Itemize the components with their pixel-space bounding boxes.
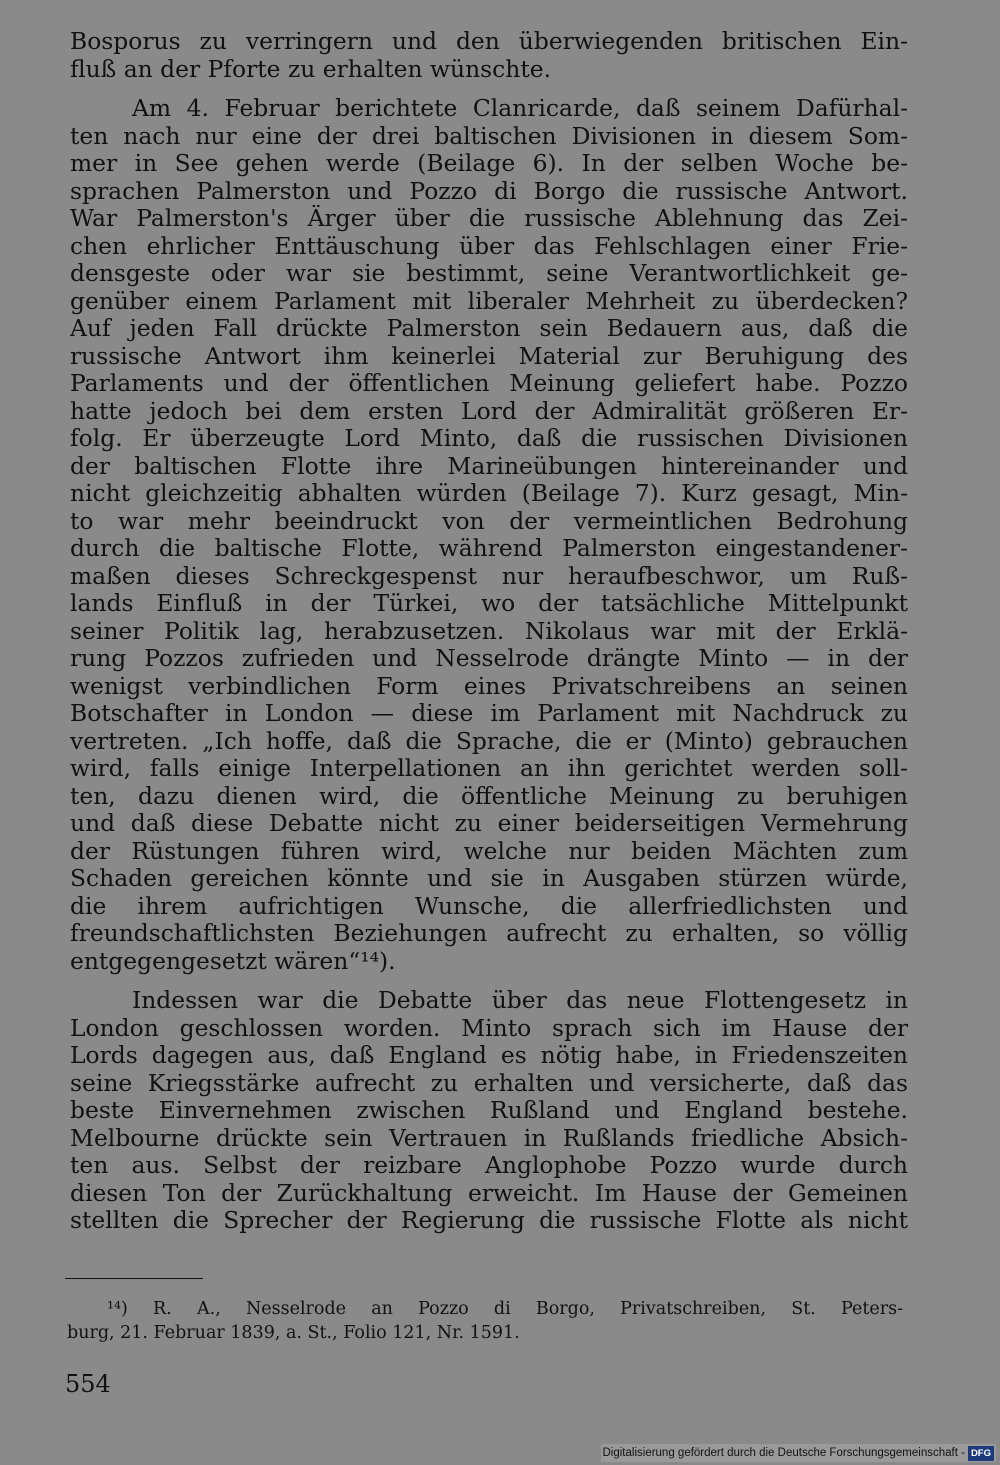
text-line: mer in See gehen werde (Beilage 6). In der selben Woche be- xyxy=(70,150,908,177)
body-text xyxy=(70,28,908,1235)
text-line: Indessen war die Debatte über das neue Flottengesetz in xyxy=(132,987,908,1014)
paragraph xyxy=(70,987,908,1235)
paragraph xyxy=(70,95,908,975)
credit-text: Digitalisierung gefördert durch die Deutsche Forschungsgemeinschaft - xyxy=(602,1447,965,1459)
digitization-credit xyxy=(601,1444,997,1462)
text-line: stellten die Sprecher der Regierung die russische Flotte als nicht xyxy=(70,1207,908,1234)
text-line: fluß an der Pforte zu erhalten wünschte. xyxy=(70,55,552,83)
text-line: wenigst verbindlichen Form eines Privatschreibens an seinen xyxy=(70,672,908,700)
footnote xyxy=(67,1297,903,1345)
text-line: to war mehr beeindruckt von der vermeintlichen Bedrohung xyxy=(70,507,908,535)
text-line: freundschaftlichsten Beziehungen aufrecht zu erhalten, so völlig xyxy=(70,920,908,947)
text-line: War Palmerston's Ärger über die russische Ablehnung das Zei- xyxy=(70,205,908,232)
text-line: ten aus. Selbst der reizbare Anglophobe Pozzo wurde durch xyxy=(70,1152,908,1179)
text-line: Auf jeden Fall drückte Palmerston sein Bedauern aus, daß die xyxy=(70,315,908,342)
text-line: Melbourne drückte sein Vertrauen in Rußlands friedliche Absich- xyxy=(70,1124,908,1152)
text-line: seiner Politik lag, herabzusetzen. Nikolaus war mit der Erklä- xyxy=(70,617,908,645)
footnote-divider xyxy=(65,1278,203,1279)
text-line: folg. Er überzeugte Lord Minto, daß die russischen Divisionen xyxy=(70,425,908,452)
text-line: hatte jedoch bei dem ersten Lord der Admiralität größeren Er- xyxy=(70,397,908,425)
text-line: russische Antwort ihm keinerlei Material zur Beruhigung des xyxy=(70,342,908,370)
text-line: genüber einem Parlament mit liberaler Mehrheit zu überdecken? xyxy=(70,287,908,315)
text-line: der Rüstungen führen wird, welche nur beiden Mächten zum xyxy=(70,837,908,865)
text-line: und daß diese Debatte nicht zu einer beiderseitigen Vermehrung xyxy=(70,810,908,837)
text-line: Parlaments und der öffentlichen Meinung geliefert habe. Pozzo xyxy=(70,370,908,397)
text-line: entgegengesetzt wären“¹⁴). xyxy=(70,947,396,975)
text-line: wird, falls einige Interpellationen an ihn gerichtet werden soll- xyxy=(70,755,908,782)
text-line: Bosporus zu verringern und den überwiegenden britischen Ein- xyxy=(70,28,908,55)
text-line: Schaden gereichen könnte und sie in Ausgaben stürzen würde, xyxy=(70,865,908,892)
footnote-line: burg, 21. Februar 1839, a. St., Folio 121, Nr. 1591. xyxy=(67,1323,520,1343)
text-line: beste Einvernehmen zwischen Rußland und England bestehe. xyxy=(70,1097,908,1124)
text-line: maßen dieses Schreckgespenst nur heraufbeschwor, um Ruß- xyxy=(70,562,908,590)
text-line: densgeste oder war sie bestimmt, seine Verantwortlichkeit ge- xyxy=(70,260,908,287)
text-line: Lords dagegen aus, daß England es nötig habe, in Friedenszeiten xyxy=(70,1042,908,1069)
text-line: rung Pozzos zufrieden und Nesselrode drängte Minto — in der xyxy=(70,645,908,672)
footnote-line: ¹⁴) R. A., Nesselrode an Pozzo di Borgo, Privatschreiben, St. Peters- xyxy=(107,1299,903,1319)
text-line: durch die baltische Flotte, während Palmerston eingestandener- xyxy=(70,535,908,562)
text-line: London geschlossen worden. Minto sprach sich im Hause der xyxy=(70,1014,908,1042)
paragraph xyxy=(70,28,908,83)
text-line: seine Kriegsstärke aufrecht zu erhalten und versicherte, daß das xyxy=(70,1069,908,1097)
page-number: 554 xyxy=(65,1370,111,1398)
text-line: Am 4. Februar berichtete Clanricarde, daß seinem Dafürhal- xyxy=(132,95,908,122)
text-line: lands Einfluß in der Türkei, wo der tatsächliche Mittelpunkt xyxy=(70,590,908,617)
text-line: ten nach nur eine der drei baltischen Divisionen in diesem Som- xyxy=(70,122,908,150)
text-line: die ihrem aufrichtigen Wunsche, die allerfriedlichsten und xyxy=(70,892,908,920)
text-line: nicht gleichzeitig abhalten würden (Beilage 7). Kurz gesagt, Min- xyxy=(70,480,908,507)
text-line: Botschafter in London — diese im Parlament mit Nachdruck zu xyxy=(70,700,908,727)
text-line: ten, dazu dienen wird, die öffentliche Meinung zu beruhigen xyxy=(70,782,908,810)
dfg-logo-icon: DFG xyxy=(968,1446,994,1461)
text-line: diesen Ton der Zurückhaltung erweicht. Im Hause der Gemeinen xyxy=(70,1179,908,1207)
text-line: sprachen Palmerston und Pozzo di Borgo die russische Antwort. xyxy=(70,177,908,205)
text-line: der baltischen Flotte ihre Marineübungen hintereinander und xyxy=(70,452,908,480)
text-line: vertreten. „Ich hoffe, daß die Sprache, die er (Minto) gebrauchen xyxy=(70,727,908,755)
text-line: chen ehrlicher Enttäuschung über das Fehlschlagen einer Frie- xyxy=(70,232,908,260)
